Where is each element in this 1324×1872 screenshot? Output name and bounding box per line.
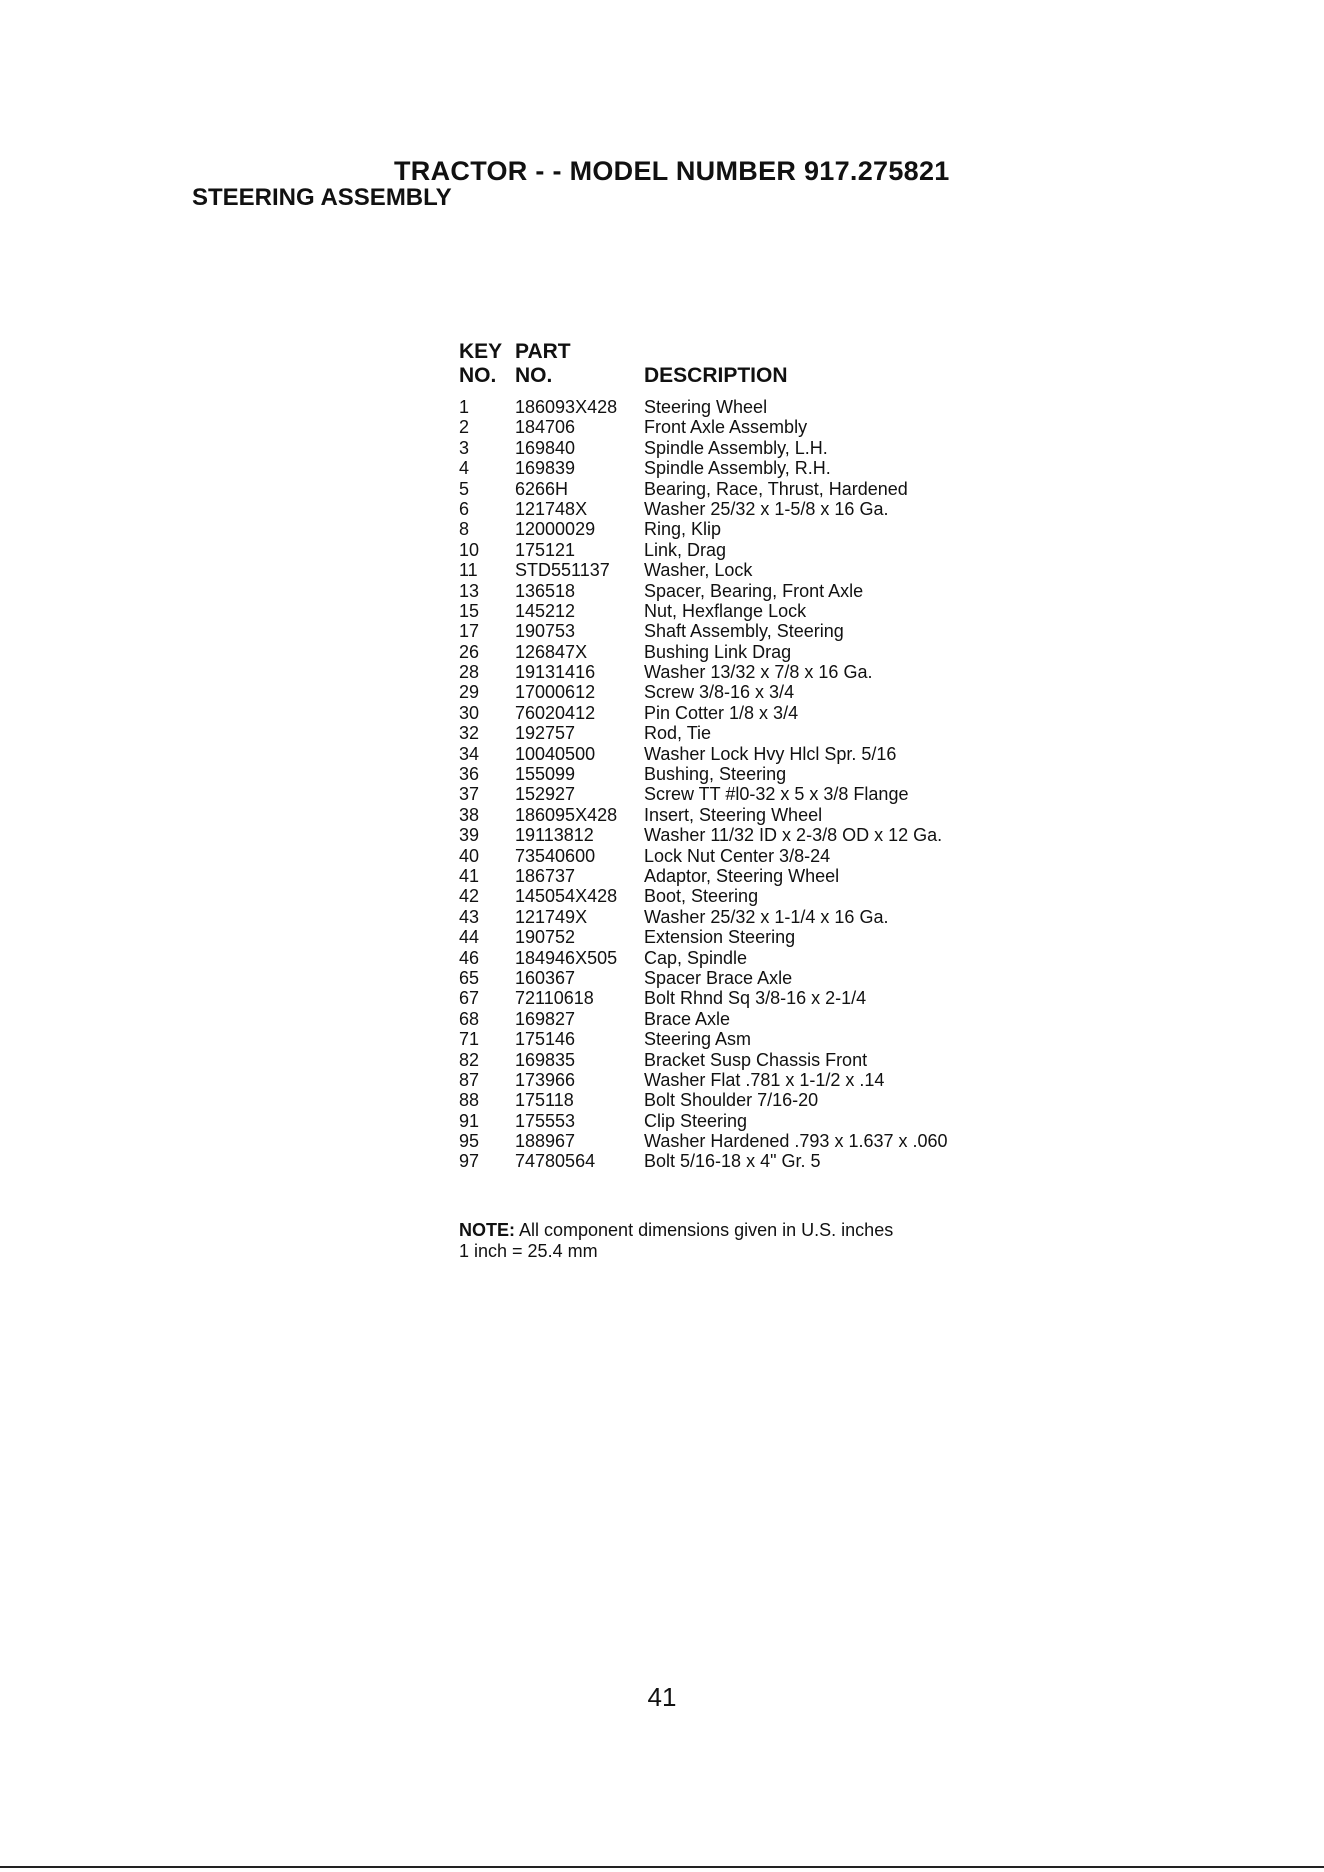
part-description: Link, Drag xyxy=(644,539,727,560)
parts-row xyxy=(459,764,1019,784)
parts-row xyxy=(459,1070,1019,1090)
key-no: 29 xyxy=(459,682,480,703)
part-no: 186093X428 xyxy=(515,397,618,417)
part-no: 160367 xyxy=(515,967,576,988)
note-block xyxy=(459,1220,893,1262)
part-no: 190752 xyxy=(515,927,576,948)
part-no: 175553 xyxy=(515,1110,576,1131)
key-no: 88 xyxy=(459,1090,480,1111)
part-no: 145212 xyxy=(515,600,576,621)
part-no: 155099 xyxy=(515,764,576,785)
key-no-header-line2: NO. xyxy=(459,364,497,387)
parts-row xyxy=(459,744,1019,764)
parts-row xyxy=(459,1111,1019,1131)
part-description: Spindle Assembly, L.H. xyxy=(644,437,828,458)
part-no: 169839 xyxy=(515,458,576,479)
key-no: 71 xyxy=(459,1029,480,1050)
part-no: 175146 xyxy=(515,1029,576,1050)
key-no: 5 xyxy=(459,478,470,499)
parts-row xyxy=(459,907,1019,927)
part-description: Ring, Klip xyxy=(644,519,722,540)
part-description: Spindle Assembly, R.H. xyxy=(644,458,831,479)
parts-row xyxy=(459,601,1019,621)
parts-row xyxy=(459,1009,1019,1029)
parts-row xyxy=(459,825,1019,845)
parts-row xyxy=(459,1050,1019,1070)
parts-row xyxy=(459,846,1019,866)
part-description: Spacer, Bearing, Front Axle xyxy=(644,580,864,601)
part-description: Screw TT #l0-32 x 5 x 3/8 Flange xyxy=(644,784,909,805)
part-description: Extension Steering xyxy=(644,927,796,948)
part-no: 17000612 xyxy=(515,682,596,703)
part-no: 145054X428 xyxy=(515,886,618,907)
parts-row xyxy=(459,886,1019,906)
parts-row xyxy=(459,784,1019,804)
note-text: All component dimensions given in U.S. inches xyxy=(515,1220,894,1240)
parts-row xyxy=(459,968,1019,988)
part-description: Washer, Lock xyxy=(644,560,753,581)
part-description: Cap, Spindle xyxy=(644,947,748,968)
part-no: 188967 xyxy=(515,1131,576,1152)
key-no: 41 xyxy=(459,865,480,886)
parts-row xyxy=(459,581,1019,601)
key-no: 65 xyxy=(459,967,480,988)
page-number: 41 xyxy=(647,1682,677,1712)
part-no: 152927 xyxy=(515,784,576,805)
part-description: Boot, Steering xyxy=(644,886,759,907)
part-no: 169835 xyxy=(515,1049,576,1070)
part-description: Shaft Assembly, Steering xyxy=(644,621,844,642)
key-no: 87 xyxy=(459,1069,480,1090)
part-description: Bolt Rhnd Sq 3/8-16 x 2-1/4 xyxy=(644,988,867,1009)
part-no: 184946X505 xyxy=(515,947,618,968)
key-no: 8 xyxy=(459,519,470,540)
parts-row xyxy=(459,1131,1019,1151)
key-no: 2 xyxy=(459,417,470,438)
part-no: 121748X xyxy=(515,498,588,519)
key-no: 42 xyxy=(459,886,480,907)
parts-row xyxy=(459,499,1019,519)
key-no: 34 xyxy=(459,743,480,764)
part-no: 121749X xyxy=(515,906,588,927)
key-no: 10 xyxy=(459,539,480,560)
key-no: 3 xyxy=(459,437,470,458)
part-description: Bushing Link Drag xyxy=(644,641,792,662)
parts-row xyxy=(459,1151,1019,1171)
parts-row xyxy=(459,642,1019,662)
part-description: Insert, Steering Wheel xyxy=(644,804,823,825)
part-no: 190753 xyxy=(515,621,576,642)
key-no: 37 xyxy=(459,784,480,805)
key-no-header-line1: KEY xyxy=(459,340,503,363)
part-description: Washer 13/32 x 7/8 x 16 Ga. xyxy=(644,662,873,683)
key-no: 40 xyxy=(459,845,480,866)
key-no: 11 xyxy=(459,560,478,581)
parts-row xyxy=(459,1090,1019,1110)
key-no: 68 xyxy=(459,1008,480,1029)
parts-row xyxy=(459,458,1019,478)
parts-row xyxy=(459,519,1019,539)
part-no: 73540600 xyxy=(515,845,596,866)
parts-row xyxy=(459,988,1019,1008)
key-no: 17 xyxy=(459,621,480,642)
part-no: 186737 xyxy=(515,865,576,886)
key-no: 95 xyxy=(459,1131,480,1152)
part-no: 126847X xyxy=(515,641,588,662)
key-no: 32 xyxy=(459,723,480,744)
part-no-header-line2: NO. xyxy=(515,364,553,387)
part-no: 74780564 xyxy=(515,1151,596,1172)
part-no: 192757 xyxy=(515,723,576,744)
part-description: Bolt 5/16-18 x 4" Gr. 5 xyxy=(644,1151,821,1172)
key-no: 30 xyxy=(459,702,480,723)
key-no: 26 xyxy=(459,641,480,662)
parts-row xyxy=(459,438,1019,458)
part-description: Washer 25/32 x 1-5/8 x 16 Ga. xyxy=(644,498,889,519)
part-description: Pin Cotter 1/8 x 3/4 xyxy=(644,702,799,723)
parts-row xyxy=(459,662,1019,682)
parts-row xyxy=(459,621,1019,641)
part-description: Washer Lock Hvy Hlcl Spr. 5/16 xyxy=(644,743,897,764)
page-title: TRACTOR - - MODEL NUMBER 917.275821 xyxy=(394,156,950,186)
part-description: Clip Steering xyxy=(644,1110,748,1131)
part-no-header-line1: PART xyxy=(515,340,571,363)
key-no: 91 xyxy=(459,1110,480,1131)
part-no: 175118 xyxy=(515,1090,574,1111)
part-description: Front Axle Assembly xyxy=(644,417,808,438)
part-no: 184706 xyxy=(515,417,576,438)
key-no: 44 xyxy=(459,927,480,948)
bottom-rule xyxy=(0,1866,1324,1868)
part-description: Brace Axle xyxy=(644,1008,731,1029)
section-title: STEERING ASSEMBLY xyxy=(192,184,452,211)
parts-row xyxy=(459,866,1019,886)
parts-row xyxy=(459,703,1019,723)
part-description: Adaptor, Steering Wheel xyxy=(644,865,840,886)
part-no: 19131416 xyxy=(515,662,596,683)
part-description: Washer 11/32 ID x 2-3/8 OD x 12 Ga. xyxy=(644,825,943,846)
part-no: 136518 xyxy=(515,580,576,601)
key-no: 82 xyxy=(459,1049,480,1070)
part-description: Washer 25/32 x 1-1/4 x 16 Ga. xyxy=(644,906,889,927)
parts-row xyxy=(459,560,1019,580)
note-label: NOTE: xyxy=(459,1220,515,1240)
part-no: 19113812 xyxy=(515,825,594,846)
description-header: DESCRIPTION xyxy=(644,364,788,387)
parts-row xyxy=(459,723,1019,743)
part-no: 10040500 xyxy=(515,743,596,764)
key-no: 39 xyxy=(459,825,480,846)
part-description: Bearing, Race, Thrust, Hardened xyxy=(644,478,908,499)
key-no: 13 xyxy=(459,580,480,601)
part-no: 169840 xyxy=(515,437,576,458)
parts-row xyxy=(459,397,1019,417)
parts-list xyxy=(459,397,1019,1172)
part-description: Rod, Tie xyxy=(644,723,712,744)
key-no: 43 xyxy=(459,906,480,927)
part-description: Nut, Hexflange Lock xyxy=(644,600,807,621)
parts-row xyxy=(459,805,1019,825)
key-no: 36 xyxy=(459,764,480,785)
part-description: Bracket Susp Chassis Front xyxy=(644,1049,868,1070)
part-no: 6266H xyxy=(515,478,569,499)
parts-row xyxy=(459,948,1019,968)
parts-row xyxy=(459,479,1019,499)
part-description: Bushing, Steering xyxy=(644,764,787,785)
key-no: 4 xyxy=(459,458,470,479)
note-conversion: 1 inch = 25.4 mm xyxy=(459,1241,598,1261)
key-no: 6 xyxy=(459,498,470,519)
part-no: 186095X428 xyxy=(515,804,618,825)
key-no: 38 xyxy=(459,804,480,825)
part-no: 175121 xyxy=(515,539,576,560)
part-no: STD551137 xyxy=(515,560,610,581)
part-description: Steering Asm xyxy=(644,1029,752,1050)
part-description: Washer Flat .781 x 1-1/2 x .14 xyxy=(644,1069,885,1090)
part-description: Bolt Shoulder 7/16-20 xyxy=(644,1090,819,1111)
parts-row xyxy=(459,417,1019,437)
part-description: Washer Hardened .793 x 1.637 x .060 xyxy=(644,1131,948,1152)
part-no: 173966 xyxy=(515,1069,576,1090)
part-no: 72110618 xyxy=(515,988,594,1009)
parts-row xyxy=(459,682,1019,702)
parts-row xyxy=(459,540,1019,560)
key-no: 15 xyxy=(459,600,480,621)
part-no: 12000029 xyxy=(515,519,596,540)
part-description: Spacer Brace Axle xyxy=(644,967,793,988)
key-no: 67 xyxy=(459,988,480,1009)
key-no: 46 xyxy=(459,947,480,968)
part-description: Screw 3/8-16 x 3/4 xyxy=(644,682,795,703)
key-no: 1 xyxy=(459,397,470,417)
parts-row xyxy=(459,927,1019,947)
part-no: 76020412 xyxy=(515,702,596,723)
key-no: 97 xyxy=(459,1151,480,1172)
part-description: Lock Nut Center 3/8-24 xyxy=(644,845,831,866)
key-no: 28 xyxy=(459,662,480,683)
part-description: Steering Wheel xyxy=(644,397,768,417)
part-no: 169827 xyxy=(515,1008,576,1029)
parts-row xyxy=(459,1029,1019,1049)
